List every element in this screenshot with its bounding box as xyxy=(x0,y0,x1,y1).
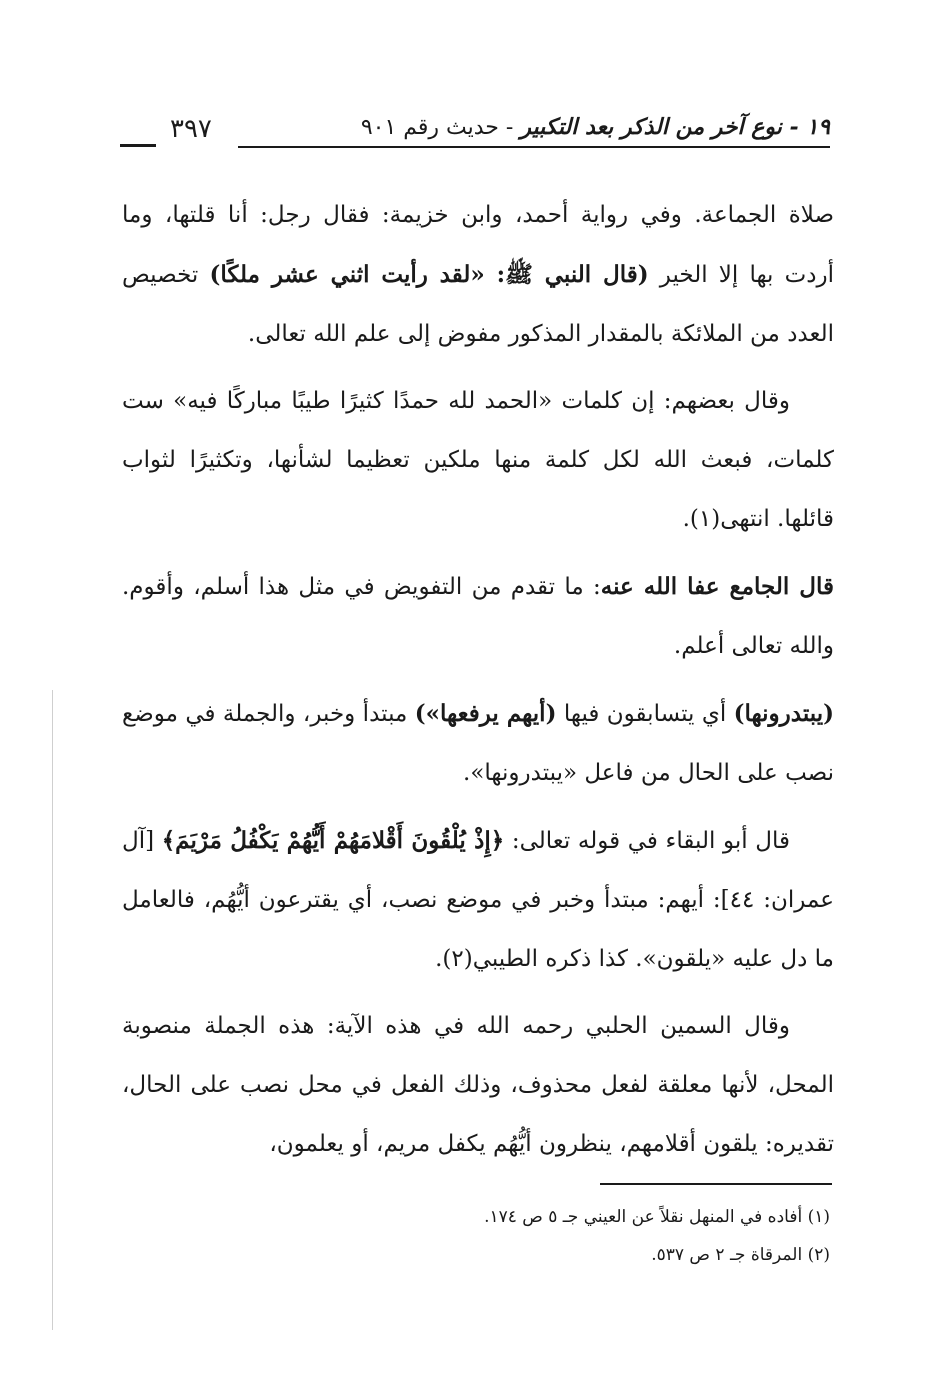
hadith-reference: - حديث رقم ٩٠١ xyxy=(360,115,521,140)
page-header xyxy=(120,108,830,158)
header-rule-short xyxy=(120,144,156,147)
text-run: صلاة الجماعة. وفي رواية أحمد، وابن خزيمة: فقال رجل: أنا قلتها، وما أردت بها إلا الخير xyxy=(122,202,834,288)
page-number: ٣٩٧ xyxy=(170,114,212,144)
footnote-1: (١) أفاده في المنهل نقلاً عن العيني جـ ٥ ص ١٧٤. xyxy=(484,1207,830,1227)
paragraph xyxy=(122,372,834,549)
paragraph xyxy=(122,684,834,803)
text-run: وقال بعضهم: إن كلمات «الحمد لله حمدًا كثيرًا طيبًا مباركًا فيه» ست كلمات، فبعث الله لكل كلمة منها ملكين تعظيما لشأنها، وتكثيرًا لثواب قائلها. انتهى(١). xyxy=(122,388,834,532)
paragraph xyxy=(122,811,834,989)
bold-phrase: (يبتدرونها) xyxy=(733,700,834,727)
bold-phrase: قال الجامع عفا الله عنه xyxy=(600,573,835,600)
main-text xyxy=(122,186,834,1174)
paragraph xyxy=(122,186,834,364)
text-run: : ما تقدم من التفويض في مثل هذا أسلم، وأقوم. والله تعالى أعلم. xyxy=(122,574,834,659)
footnotes xyxy=(300,1198,830,1274)
paragraph xyxy=(122,557,834,676)
text-run: أي يتسابقون فيها xyxy=(556,701,734,727)
margin-line xyxy=(52,690,53,1330)
text-run: تخصيص العدد من الملائكة بالمقدار المذكور مفوض إلى علم الله تعالى. xyxy=(122,262,834,347)
footnote-separator xyxy=(600,1183,832,1185)
footnote-2: (٢) المرقاة جـ ٢ ص ٥٣٧. xyxy=(651,1245,830,1265)
running-title xyxy=(361,114,830,140)
paragraph xyxy=(122,997,834,1174)
bold-phrase: (أيهم يرفعها») xyxy=(414,700,557,727)
header-rule xyxy=(238,146,830,148)
text-run: قال أبو البقاء في قوله تعالى: xyxy=(504,828,790,854)
chapter-title: ١٩ - نوع آخر من الذكر بعد التكبير xyxy=(520,114,830,140)
text-run: مبتدأ وخبر، والجملة في موضع نصب على الحال من فاعل «يبتدرونها». xyxy=(122,701,834,786)
bold-phrase: ﴿إِذْ يُلْقُونَ أَقْلامَهُمْ أَيُّهُمْ يَكْفُلُ مَرْيَمَ﴾ xyxy=(161,827,505,854)
text-run: [آل عمران: ٤٤]: أيهم: مبتدأ وخبر في موضع نصب، أي يقترعون أيُّهُم، فالعامل ما دل عليه «يلقون». كذا ذكره الطيبي(٢). xyxy=(122,828,834,972)
bold-phrase: (قال النبي ﷺ: «لقد رأيت اثني عشر ملكًا) xyxy=(209,261,649,288)
text-run: وقال السمين الحلبي رحمه الله في هذه الآية: هذه الجملة منصوبة المحل، لأنها معلقة لفعل محذوف، وذلك الفعل في محل نصب على الحال، تقديره: يلقون أقلامهم، ينظرون أيُّهُم يكفل مريم، أو يعلمون، xyxy=(122,1013,834,1157)
